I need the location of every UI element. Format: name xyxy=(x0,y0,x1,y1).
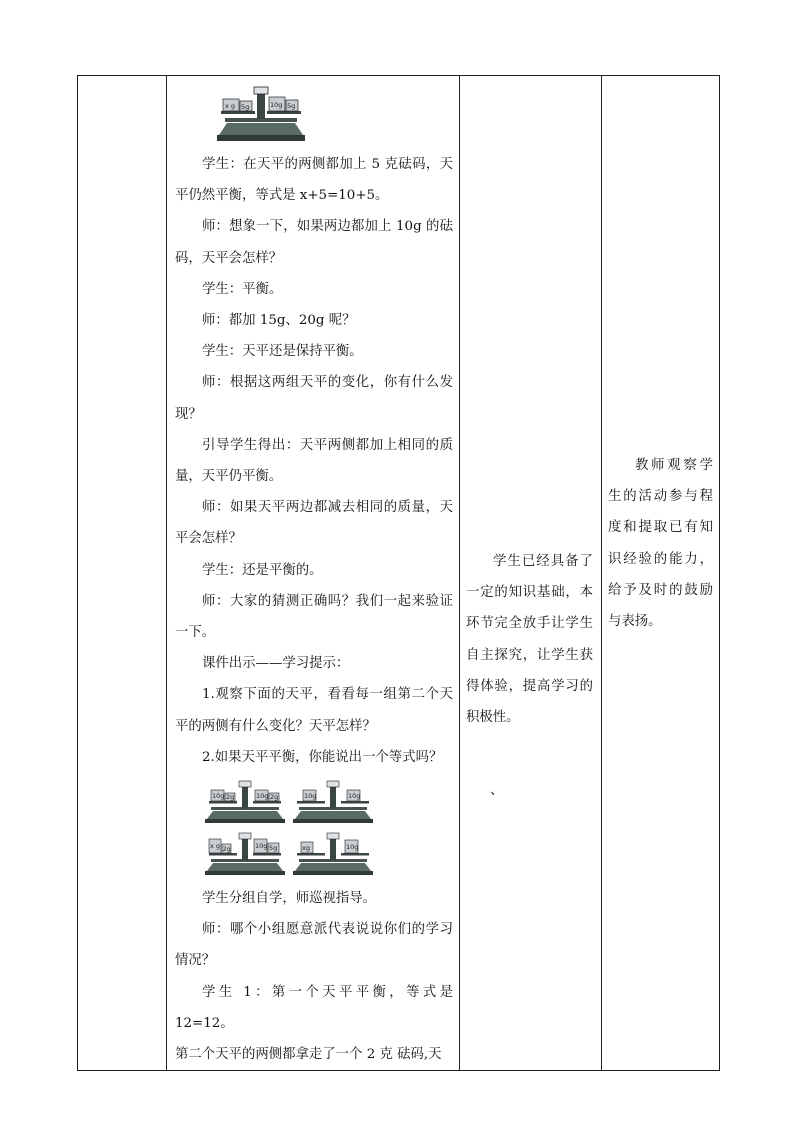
dialogue-paragraph: 师：根据这两组天平的变化，你有什么发现？ xyxy=(175,375,453,422)
weight-label: 5g xyxy=(241,103,250,111)
weight-label: 2g xyxy=(226,793,235,802)
dialogue-paragraph: 学生分组自学，师巡视指导。 xyxy=(202,891,377,907)
dialogue-paragraph: 学生 1：第一个天平平衡，等式是 12=12。 xyxy=(175,984,453,1031)
dialogue-paragraph: 师：想象一下，如果两边都加上 10g 的砝码，天平会怎样？ xyxy=(175,219,453,266)
weight-label: x g xyxy=(225,102,236,110)
dialogue-paragraph: 师：哪个小组愿意派代表说说你们的学习情况？ xyxy=(175,922,453,969)
weight-label: 10g xyxy=(255,842,268,851)
weight-label: 2g xyxy=(270,793,279,802)
evaluation-cell xyxy=(602,76,720,1071)
weight-label: 5g xyxy=(287,102,296,110)
dialogue-paragraph: 引导学生得出：天平两侧都加上相同的质量，天平仍平衡。 xyxy=(175,437,453,485)
weight-label: 10g xyxy=(270,101,283,109)
balance-group-figure xyxy=(175,773,453,883)
dialogue-paragraph: 师：都加 15g、20g 呢？ xyxy=(202,313,356,329)
weight-label: 10g xyxy=(348,792,361,801)
design-intent-cell xyxy=(460,76,602,1071)
process-cell xyxy=(167,76,460,1071)
balance-scale-figure xyxy=(175,83,453,149)
dialogue-paragraph: 师：大家的猜测正确吗？我们一起来验证一下。 xyxy=(175,593,453,641)
weight-label: 10g xyxy=(346,843,359,852)
dialogue-paragraph: 课件出示——学习提示： xyxy=(202,656,350,672)
balance-scale-icon xyxy=(211,83,311,145)
weight-label: xg xyxy=(302,844,310,853)
weight-label: 5g xyxy=(269,844,278,853)
stage-cell xyxy=(78,76,167,1071)
dialogue-paragraph: 学生：平衡。 xyxy=(202,281,283,297)
dialogue-paragraph: 第二个天平的两侧都拿走了一个 2 克 砝码,天 xyxy=(175,1047,442,1063)
weight-label: 2g xyxy=(222,845,231,854)
design-intent-text: 学生已经具备了一定的知识基础，本环节完全放手让学生自主探究，让学生获得体验，提高学习的积极性。 xyxy=(466,554,593,726)
evaluation-text: 教师观察学生的活动参与程度和提取已有知识经验的能力，给予及时的鼓励与表扬。 xyxy=(608,458,713,630)
dialogue-paragraph: 学生：在天平的两侧都加上 5 克砝码，天平仍然平衡，等式是 x+5=10+5。 xyxy=(175,157,453,204)
dialogue-paragraph: 2.如果天平平衡，你能说出一个等式吗？ xyxy=(202,749,443,765)
dialogue-paragraph: 师：如果天平两边都减去相同的质量，天平会怎样？ xyxy=(175,500,453,547)
weight-label: 10g xyxy=(256,792,269,801)
weight-label: x g xyxy=(210,842,221,851)
dialogue-paragraph: 学生：还是平衡的。 xyxy=(202,562,323,578)
lesson-table xyxy=(77,75,720,1071)
weight-label: 10g xyxy=(304,792,317,801)
dialogue-paragraph: 1.观察下面的天平，看看每一组第二个天平的两侧有什么变化？天平怎样？ xyxy=(175,687,453,734)
weight-label: 10g xyxy=(212,792,225,801)
stray-mark: 、 xyxy=(490,783,504,799)
dialogue-paragraph: 学生：天平还是保持平衡。 xyxy=(202,344,363,360)
balance-scales-icon xyxy=(203,779,383,877)
